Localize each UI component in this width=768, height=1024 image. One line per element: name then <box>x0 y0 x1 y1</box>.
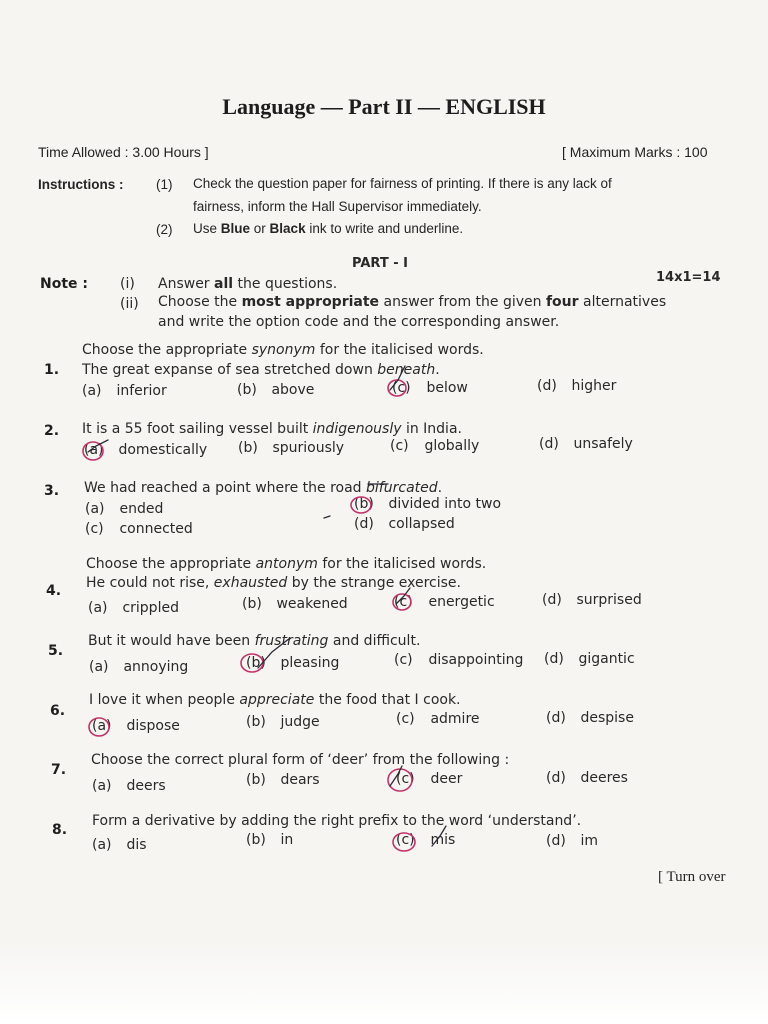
answer-circle-q1 <box>388 380 406 396</box>
question-3-option-c: (c) connected <box>85 521 193 537</box>
question-4-option-d: (d) surprised <box>542 592 642 608</box>
question-2-option-d: (d) unsafely <box>539 436 633 452</box>
question-7-text: Choose the correct plural form of ‘deer’ from the following : <box>91 752 510 768</box>
answer-circle-q7 <box>388 769 412 791</box>
question-3-number: 3. <box>44 483 60 499</box>
question-2-number: 2. <box>44 423 60 439</box>
note-2-number: (ii) <box>120 296 139 312</box>
page-title: Language — Part II — ENGLISH <box>222 94 546 119</box>
turn-over-note: [ Turn over <box>658 869 726 885</box>
question-5-text: But it would have been frustrating and difficult. <box>88 633 421 649</box>
instruction-2-number: (2) <box>156 222 173 237</box>
question-7-option-c: (c) deer <box>396 771 463 787</box>
question-4-number: 4. <box>46 583 62 599</box>
question-2-option-c: (c) globally <box>390 438 480 454</box>
question-8-option-c: (c) mis <box>396 832 456 848</box>
question-8-option-a: (a) dis <box>92 837 147 853</box>
page-bottom-edge <box>0 940 768 1024</box>
instruction-2-text: Use Blue or Black ink to write and underline. <box>193 221 464 236</box>
question-3-option-a: (a) ended <box>85 501 164 517</box>
question-7-number: 7. <box>51 762 67 778</box>
question-6-number: 6. <box>50 703 66 719</box>
question-3-option-b: (b) divided into two <box>354 496 502 512</box>
note-label: Note : <box>40 276 88 292</box>
note-1-number: (i) <box>120 276 135 292</box>
answer-circle-q8 <box>393 833 415 851</box>
question-7-option-a: (a) deers <box>92 778 166 794</box>
instruction-1-line-2: fairness, inform the Hall Supervisor immediately. <box>193 199 482 214</box>
note-2-line-1: Choose the most appropriate answer from the given four alternatives <box>158 294 667 310</box>
question-4-text: He could not rise, exhausted by the strange exercise. <box>86 575 461 591</box>
maximum-marks: [ Maximum Marks : 100 <box>562 144 708 160</box>
part-heading: PART - I <box>352 256 408 271</box>
question-5-option-c: (c) disappointing <box>394 652 524 668</box>
question-6-option-c: (c) admire <box>396 711 480 727</box>
question-1-option-a: (a) inferior <box>82 383 167 399</box>
question-1-number: 1. <box>44 362 60 378</box>
question-5-option-d: (d) gigantic <box>544 651 635 667</box>
instruction-1-number: (1) <box>156 177 173 192</box>
synonym-section-heading: Choose the appropriate synonym for the italicised words. <box>82 342 484 358</box>
question-6-option-a: (a) dispose <box>92 718 180 734</box>
instructions-label: Instructions : <box>38 177 124 192</box>
answer-circle-q4 <box>393 594 411 610</box>
note-2-line-2: and write the option code and the corresponding answer. <box>158 314 560 330</box>
tick-q8 <box>432 826 446 846</box>
question-6-option-d: (d) despise <box>546 710 634 726</box>
question-6-text: I love it when people appreciate the food that I cook. <box>89 692 461 708</box>
question-1-text: The great expanse of sea stretched down beneath. <box>82 362 440 378</box>
question-1-option-c: (c) below <box>392 380 468 396</box>
question-4-option-c: (c) energetic <box>394 594 495 610</box>
marks-formula: 14x1=14 <box>656 270 721 285</box>
answer-circle-q3 <box>351 497 371 513</box>
question-8-option-b: (b) in <box>246 832 294 848</box>
question-5-number: 5. <box>48 643 64 659</box>
note-1-text: Answer all the questions. <box>158 276 338 292</box>
question-3-text: We had reached a point where the road bifurcated. <box>84 480 443 496</box>
question-6-option-b: (b) judge <box>246 714 320 730</box>
question-8-number: 8. <box>52 822 68 838</box>
question-7-option-b: (b) dears <box>246 772 320 788</box>
instruction-1-line-1: Check the question paper for fairness of printing. If there is any lack of <box>193 176 612 191</box>
time-allowed: Time Allowed : 3.00 Hours ] <box>38 144 209 160</box>
answer-circle-q6 <box>89 718 109 736</box>
question-2-option-b: (b) spuriously <box>238 440 345 456</box>
question-2-option-a: (a) domestically <box>84 442 208 458</box>
pen-dash-q3 <box>324 516 330 518</box>
question-7-option-d: (d) deeres <box>546 770 628 786</box>
question-8-option-d: (d) im <box>546 833 598 849</box>
question-2-text: It is a 55 foot sailing vessel built indigenously in India. <box>82 421 462 437</box>
question-4-option-b: (b) weakened <box>242 596 348 612</box>
question-1-option-b: (b) above <box>237 382 315 398</box>
question-4-option-a: (a) crippled <box>88 600 179 616</box>
tick-q5 <box>258 638 290 668</box>
antonym-section-heading: Choose the appropriate antonym for the italicised words. <box>86 556 487 572</box>
question-8-text: Form a derivative by adding the right prefix to the word ‘understand’. <box>92 813 582 829</box>
answer-circle-q5 <box>241 654 263 672</box>
question-5-option-b: (b) pleasing <box>246 655 340 671</box>
tick-q1 <box>390 366 405 390</box>
question-5-option-a: (a) annoying <box>89 659 189 675</box>
question-3-option-d: (d) collapsed <box>354 516 455 532</box>
question-1-option-d: (d) higher <box>537 378 617 394</box>
